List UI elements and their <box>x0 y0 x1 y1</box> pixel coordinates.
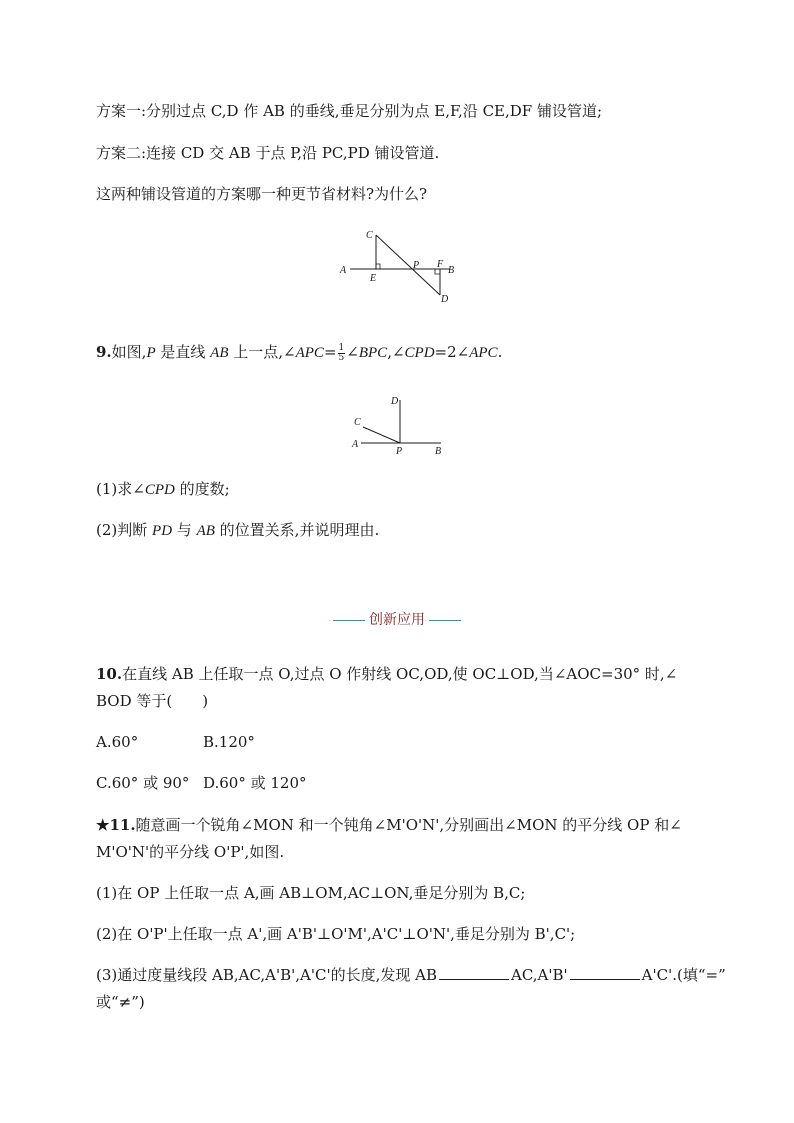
question-10-option-b: B.120° <box>203 733 255 751</box>
q9-text-e: =2∠ <box>434 343 470 361</box>
q9-text-a: 如图, <box>111 343 147 361</box>
question-11-sub-3-cont: 或“≠”) <box>96 993 145 1011</box>
q9-sub2-pd: PD <box>152 523 173 539</box>
q10-line1-text: 在直线 AB 上任取一点 O,过点 O 作射线 OC,OD,使 OC⊥OD,当∠AOC=30° 时,∠ <box>122 665 678 683</box>
question-11-line-1 <box>96 815 682 835</box>
q11-sub3-a: (3)通过度量线段 AB,AC,A'B',A'C'的长度,发现 AB <box>96 966 438 984</box>
label-b: B <box>448 265 455 276</box>
question-9-text <box>96 342 502 363</box>
q9-text-d: ,∠ <box>387 343 405 361</box>
q11-sub3-c: A'C'.(填“=” <box>641 966 726 984</box>
question-11-sub-3 <box>96 965 726 985</box>
question-10-option-a: A.60° <box>96 733 139 751</box>
question-11-sub-2: (2)在 O'P'上任取一点 A',画 A'B'⊥O'M',A'C'⊥O'N',垂足分别为 B',C'; <box>96 925 576 943</box>
question-11-number: ★11. <box>96 816 136 834</box>
q9-angle-apc: APC <box>295 345 324 361</box>
q9-equals: = <box>323 343 337 361</box>
question-10-option-c: C.60° 或 90° <box>96 774 190 792</box>
fraction-one-fifth <box>338 344 346 363</box>
q9-point-p: P <box>146 345 156 361</box>
label-d: D <box>441 294 449 305</box>
question-11-line-2: M'O'N'的平分线 O'P',如图. <box>96 843 285 861</box>
q9-period: . <box>497 343 503 361</box>
question-10-number: 10. <box>96 665 123 683</box>
question-10-line-1 <box>96 664 677 684</box>
question-9-number: 9. <box>96 343 112 361</box>
fraction-denominator: 5 <box>338 352 345 363</box>
section-rule-left <box>333 620 365 621</box>
label-d: D <box>391 396 399 407</box>
figure-pipeline-diagram <box>330 222 470 308</box>
question-9-sub-2 <box>96 520 379 541</box>
q9-text-b: 是直线 <box>155 343 211 361</box>
q9-line-ab: AB <box>210 345 229 361</box>
answer-blank-2[interactable] <box>570 965 640 980</box>
q9-sub2-ab: AB <box>196 523 215 539</box>
label-b: B <box>435 446 442 457</box>
label-p: P <box>396 446 403 457</box>
section-title-text: 创新应用 <box>369 612 425 628</box>
question-10-line-2: BOD 等于( ) <box>96 692 209 710</box>
figure-angle-diagram <box>345 390 450 460</box>
plan-two-text: 方案二:连接 CD 交 AB 于点 P,沿 PC,PD 铺设管道. <box>96 144 440 162</box>
label-a: A <box>352 439 359 450</box>
section-title-innovation <box>0 610 794 630</box>
label-e: E <box>370 273 377 284</box>
q9-sub2-e: 的位置关系,并说明理由. <box>214 521 380 539</box>
label-c: C <box>354 417 361 428</box>
label-p: P <box>413 260 420 271</box>
q9-angle-symbol: ∠ <box>346 343 359 361</box>
label-a: A <box>340 265 347 276</box>
question-11-sub-1: (1)在 OP 上任取一点 A,画 AB⊥OM,AC⊥ON,垂足分别为 B,C; <box>96 884 526 902</box>
q9-sub1-a: (1)求∠ <box>96 480 145 498</box>
q11-sub3-b: AC,A'B' <box>511 966 568 984</box>
q9-sub1-angle: CPD <box>144 482 175 498</box>
segment-cd <box>376 235 440 295</box>
q9-angle-apc-2: APC <box>469 345 498 361</box>
q9-angle-cpd: CPD <box>404 345 435 361</box>
plan-one-text: 方案一:分别过点 C,D 作 AB 的垂线,垂足分别为点 E,F,沿 CE,DF 铺设管道; <box>96 102 603 120</box>
section-rule-right <box>429 620 461 621</box>
right-angle-mark-e <box>376 264 380 269</box>
q11-line1-text: 随意画一个锐角∠MON 和一个钝角∠M'O'N',分别画出∠MON 的平分线 OP 和∠ <box>135 816 682 834</box>
q9-sub2-a: (2)判断 <box>96 521 153 539</box>
q9-angle-bpc: BPC <box>358 345 388 361</box>
q9-sub2-c: 与 <box>172 521 197 539</box>
question-9-sub-1 <box>96 479 230 500</box>
question-8-text: 这两种铺设管道的方案哪一种更节省材料?为什么? <box>96 185 428 203</box>
question-10-option-d: D.60° 或 120° <box>203 774 307 792</box>
ray-pc <box>363 427 400 443</box>
q9-sub1-c: 的度数; <box>174 480 230 498</box>
label-f: F <box>437 259 444 270</box>
fraction-numerator: 1 <box>338 342 345 353</box>
label-c: C <box>366 230 373 241</box>
q9-text-c: 上一点,∠ <box>228 343 296 361</box>
answer-blank-1[interactable] <box>439 965 509 980</box>
